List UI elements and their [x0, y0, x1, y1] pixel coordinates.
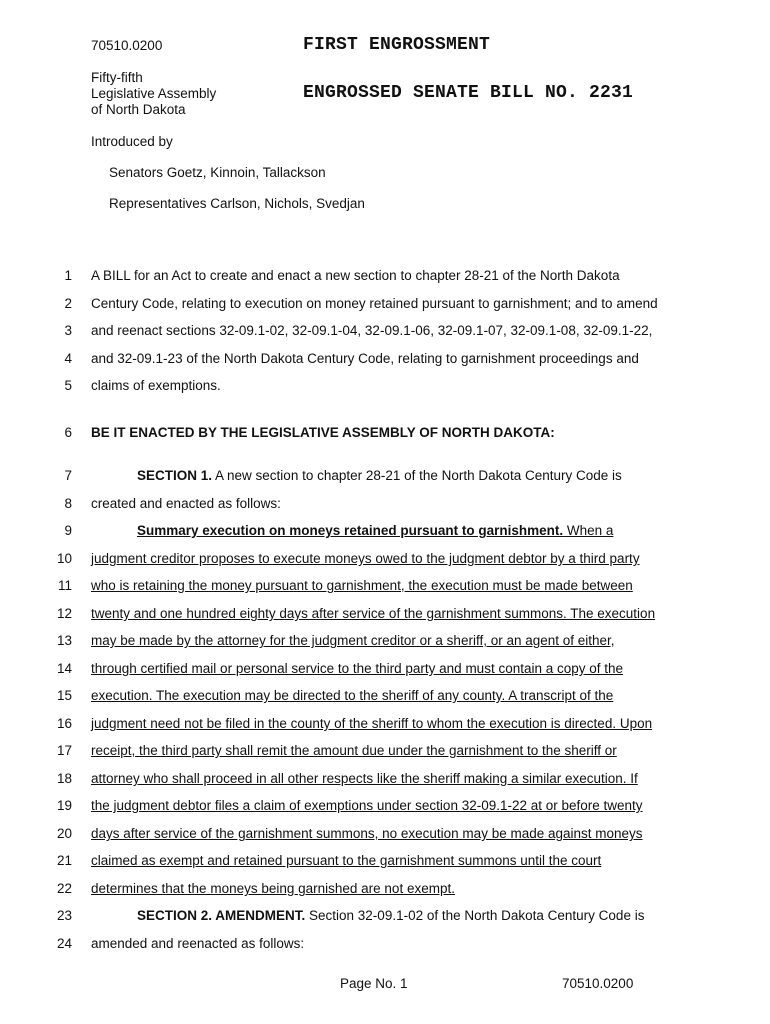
bill-text-line: A BILL for an Act to create and enact a new section to chapter 28-21 of the North Dakota — [91, 268, 620, 283]
section-2-line — [137, 908, 644, 923]
line-number: 11 — [57, 578, 72, 593]
introduced-by-label: Introduced by — [91, 134, 173, 149]
bill-text-line: claims of exemptions. — [91, 378, 221, 393]
line-number: 5 — [64, 378, 72, 393]
bill-code-header: 70510.0200 — [91, 38, 163, 53]
new-text-line: claimed as exempt and retained pursuant to the garnishment summons until the court — [91, 853, 602, 868]
assembly-line-1: Fifty-fifth — [91, 70, 143, 85]
section-2-text: Section 32-09.1-02 of the North Dakota Century Code is — [305, 908, 645, 923]
new-text-line: judgment need not be filed in the county of the sheriff to whom the execution is directed. Upon — [91, 716, 653, 731]
line-number: 10 — [56, 551, 72, 566]
new-section-text: When a — [563, 523, 614, 538]
sponsoring-senators: Senators Goetz, Kinnoin, Tallackson — [109, 165, 326, 180]
line-number: 7 — [64, 468, 72, 483]
new-text-line: twenty and one hundred eighty days after service of the garnishment summons. The execution — [91, 606, 656, 621]
bill-text-line: created and enacted as follows: — [91, 496, 281, 511]
new-text-line: the judgment debtor files a claim of exemptions under section 32-09.1-22 at or before twenty — [91, 798, 643, 813]
line-number: 21 — [56, 853, 72, 868]
line-number: 1 — [64, 268, 72, 283]
line-number: 15 — [56, 688, 72, 703]
bill-text-line: and reenact sections 32-09.1-02, 32-09.1-04, 32-09.1-06, 32-09.1-07, 32-09.1-08, 32-09.1-22, — [91, 323, 653, 338]
new-text-line: through certified mail or personal service to the third party and must contain a copy of the — [91, 661, 624, 676]
footer-bill-code: 70510.0200 — [562, 976, 634, 991]
line-number: 3 — [64, 323, 72, 338]
page-number: Page No. 1 — [340, 976, 408, 991]
assembly-line-2: Legislative Assembly — [91, 86, 217, 101]
new-text-line: may be made by the attorney for the judgment creditor or a sheriff, or an agent of either, — [91, 633, 615, 648]
line-number: 14 — [56, 661, 72, 676]
new-text-line: attorney who shall proceed in all other respects like the sheriff making a similar execution. If — [91, 771, 638, 786]
line-number: 18 — [56, 771, 72, 786]
bill-title: ENGROSSED SENATE BILL NO. 2231 — [303, 83, 634, 103]
line-number: 13 — [56, 633, 72, 648]
assembly-line-3: of North Dakota — [91, 102, 186, 117]
engrossment-title: FIRST ENGROSSMENT — [303, 35, 491, 55]
line-number: 24 — [56, 936, 72, 951]
new-text-line: days after service of the garnishment summons, no execution may be made against moneys — [91, 826, 643, 841]
line-number: 6 — [64, 425, 72, 440]
new-text-line: who is retaining the money pursuant to garnishment, the execution must be made between — [91, 578, 633, 593]
line-number: 12 — [56, 606, 72, 621]
line-number: 20 — [56, 826, 72, 841]
section-2-heading: SECTION 2. AMENDMENT. — [137, 908, 306, 923]
bill-text-line: amended and reenacted as follows: — [91, 936, 305, 951]
line-number: 16 — [56, 716, 72, 731]
line-number: 2 — [64, 296, 72, 311]
line-number: 23 — [56, 908, 72, 923]
section-1-line — [137, 468, 622, 483]
new-text-line: judgment creditor proposes to execute moneys owed to the judgment debtor by a third party — [91, 551, 640, 566]
new-text-line: determines that the moneys being garnished are not exempt. — [91, 881, 455, 896]
new-section-title: Summary execution on moneys retained pursuant to garnishment. — [137, 523, 564, 538]
line-number: 4 — [64, 351, 72, 366]
section-1-heading: SECTION 1. — [137, 468, 213, 483]
new-text-line: execution. The execution may be directed to the sheriff of any county. A transcript of the — [91, 688, 614, 703]
new-text-line: receipt, the third party shall remit the amount due under the garnishment to the sheriff or — [91, 743, 617, 758]
line-number: 19 — [56, 798, 72, 813]
line-number: 9 — [64, 523, 72, 538]
section-1-text: A new section to chapter 28-21 of the North Dakota Century Code is — [212, 468, 622, 483]
line-number: 22 — [56, 881, 72, 896]
enacting-clause: BE IT ENACTED BY THE LEGISLATIVE ASSEMBLY OF NORTH DAKOTA: — [91, 425, 555, 440]
bill-text-line: Century Code, relating to execution on money retained pursuant to garnishment; and to amend — [91, 296, 658, 311]
line-number: 17 — [56, 743, 72, 758]
bill-text-line: and 32-09.1-23 of the North Dakota Century Code, relating to garnishment proceedings and — [91, 351, 639, 366]
line-number: 8 — [64, 496, 72, 511]
sponsoring-representatives: Representatives Carlson, Nichols, Svedjan — [109, 196, 365, 211]
new-section-heading-line — [137, 523, 613, 538]
